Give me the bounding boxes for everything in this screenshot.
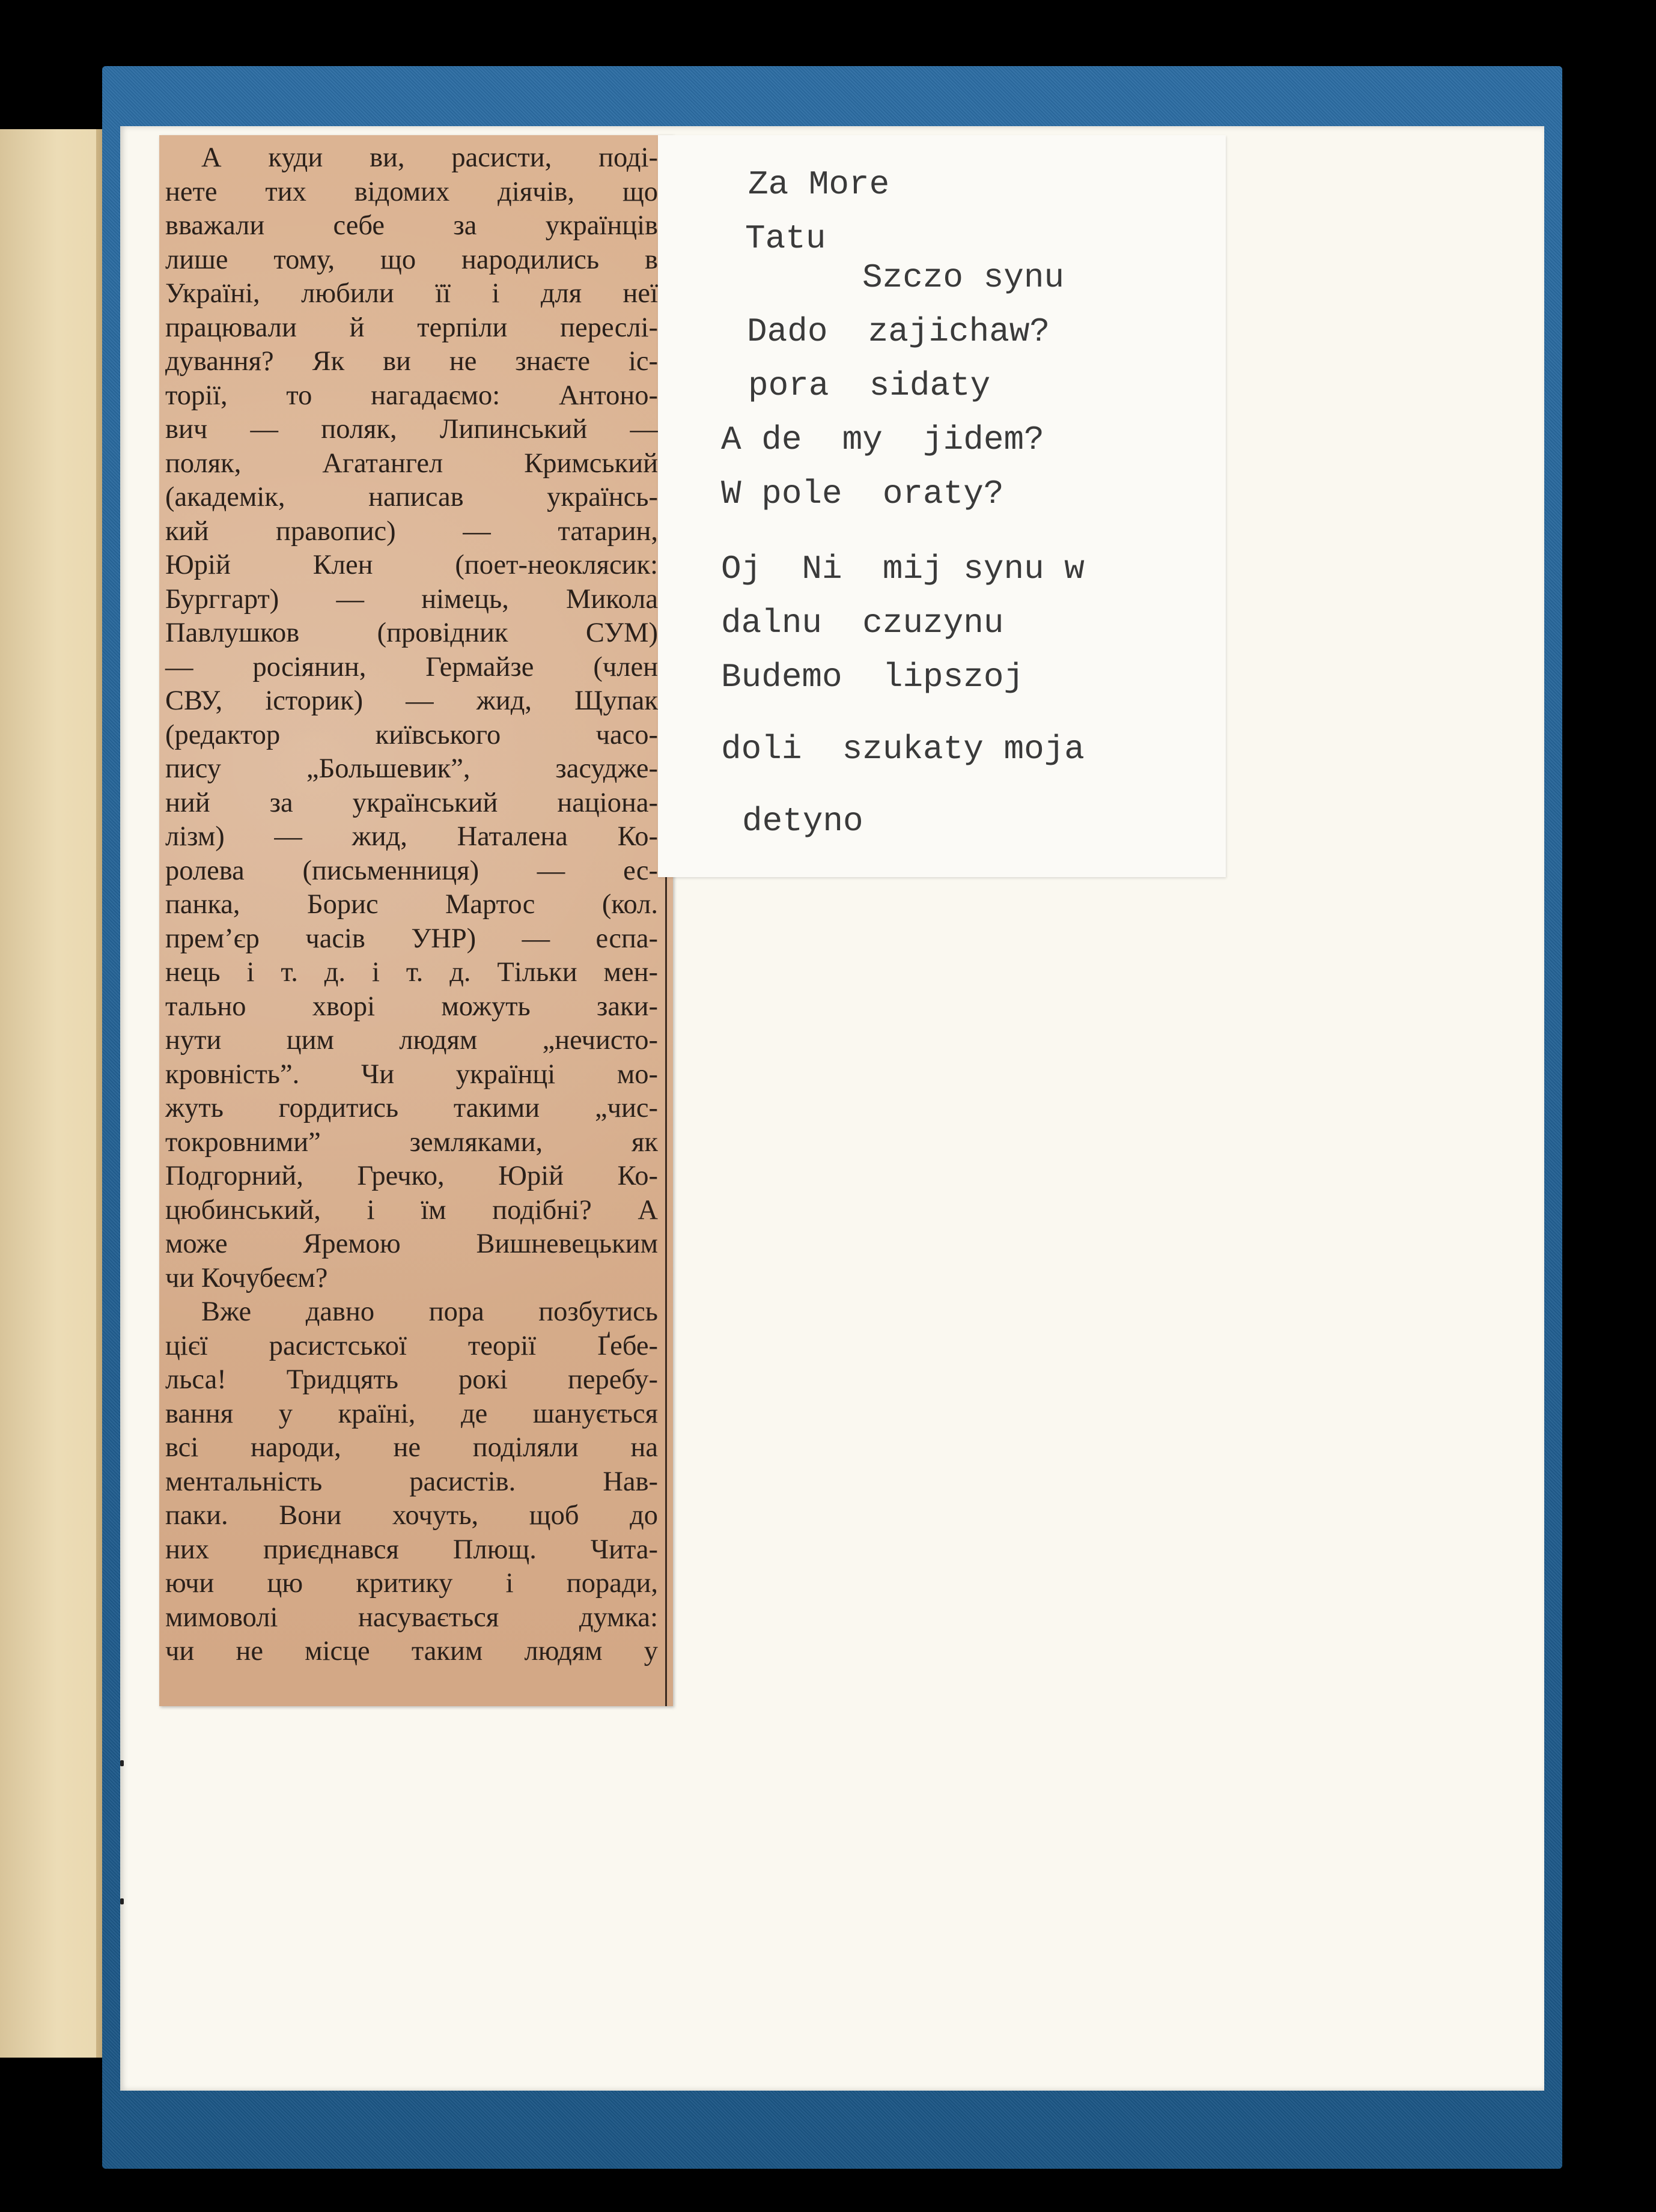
clipping-line: СВУ, історик) — жид, Щупак <box>165 685 658 716</box>
clipping-line: панка, Борис Мартос (кол. <box>165 889 658 920</box>
clipping-line: тально хворі можуть заки- <box>165 991 658 1022</box>
clipping-line: них приєднався Плющ. Чита- <box>165 1534 658 1565</box>
clipping-line: Юрій Клен (поет-неоклясик: <box>165 550 658 580</box>
clipping-line: всі народи, не поділяли на <box>165 1432 658 1463</box>
clipping-line: вважали себе за українців <box>165 210 658 241</box>
typed-line: Oj Ni mij synu w <box>721 550 1085 588</box>
clipping-line: лише тому, що народились в <box>165 244 658 275</box>
clipping-line: чи Кочубеєм? <box>165 1262 328 1293</box>
clipping-line: поляк, Агатангел Кримський <box>165 448 658 479</box>
clipping-line: паки. Вони хочуть, щоб до <box>165 1500 658 1531</box>
clipping-line: ментальність расистів. Нав- <box>165 1466 658 1497</box>
clipping-line: нець і т. д. і т. д. Тільки мен- <box>165 957 658 988</box>
clipping-line: ролева (письменниця) — ес- <box>165 855 658 886</box>
clipping-line: кровність”. Чи українці мо- <box>165 1059 658 1090</box>
typed-line: pora sidaty <box>748 366 991 405</box>
typed-line: dalnu czuzynu <box>721 604 1004 642</box>
typed-line: Dado zajichaw? <box>747 312 1050 351</box>
clipping-line: Подгорний, Гречко, Юрій Ко- <box>165 1161 658 1191</box>
clipping-line: — росіянин, Гермайзе (член <box>165 651 658 682</box>
binding-hole <box>120 1760 124 1766</box>
clipping-line: лізм) — жид, Наталена Ко- <box>165 821 658 852</box>
typed-line: Za More <box>748 165 890 204</box>
typed-line: W pole oraty? <box>721 475 1004 513</box>
typed-line: A de my jidem? <box>721 421 1044 459</box>
clipping-line: Бурггарт) — німець, Микола <box>165 583 658 615</box>
clipping-line: льса! Тридцять рокі перебу- <box>165 1364 658 1395</box>
clipping-line: ний за український націона- <box>165 787 658 818</box>
typed-line: Tatu <box>745 219 826 258</box>
clipping-line: токровними” земляками, як <box>165 1126 658 1158</box>
clipping-line: може Яремою Вишневецьким <box>165 1229 658 1259</box>
clipping-line: прем’єр часів УНР) — еспа- <box>165 923 658 954</box>
typed-line: detyno <box>742 802 863 840</box>
clipping-line: торії, то нагадаємо: Антоно- <box>165 380 658 411</box>
clipping-line: нете тих відомих діячів, що <box>165 176 658 207</box>
clipping-line: дування? Як ви не знаєте іс- <box>165 346 658 377</box>
clipping-line: ючи цю критику і поради, <box>165 1568 658 1599</box>
clipping-line: нути цим людям „нечисто- <box>165 1025 658 1056</box>
newspaper-clipping <box>159 135 673 1706</box>
clipping-line: працювали й терпіли переслі- <box>165 312 658 343</box>
clipping-line: мимоволі насувається думка: <box>165 1602 658 1633</box>
clipping-line: Україні, любили її і для неї <box>165 278 658 309</box>
clipping-line: чи не місце таким людям у <box>165 1636 658 1667</box>
binding-hole <box>120 1898 124 1904</box>
clipping-line: Вже давно пора позбутись <box>201 1296 658 1327</box>
clipping-line: кий правопис) — татарин, <box>165 515 658 547</box>
typed-line: doli szukaty moja <box>721 730 1085 768</box>
clipping-line: пису „Большевик”, засудже- <box>165 753 658 784</box>
clipping-line: Павлушков (провідник СУМ) <box>165 618 658 648</box>
typed-line: Budemo lipszoj <box>721 658 1024 696</box>
clipping-line: (редактор київського часо- <box>165 719 658 750</box>
clipping-line: цюбинський, і їм подібні? А <box>165 1194 658 1226</box>
clipping-line: вання у країні, де шанується <box>165 1398 658 1429</box>
clipping-line: жуть гордитись такими „чис- <box>165 1093 658 1123</box>
clipping-line: (академік, написав українсь- <box>165 482 658 512</box>
clipping-text <box>165 141 658 1669</box>
typed-line: Szczo synu <box>862 258 1065 297</box>
clipping-line: вич — поляк, Липинський — <box>165 414 658 445</box>
typed-card <box>658 135 1226 877</box>
clipping-line: цієї расистської теорії Ґебе- <box>165 1330 658 1361</box>
clipping-line: А куди ви, расисти, поді- <box>201 142 658 173</box>
